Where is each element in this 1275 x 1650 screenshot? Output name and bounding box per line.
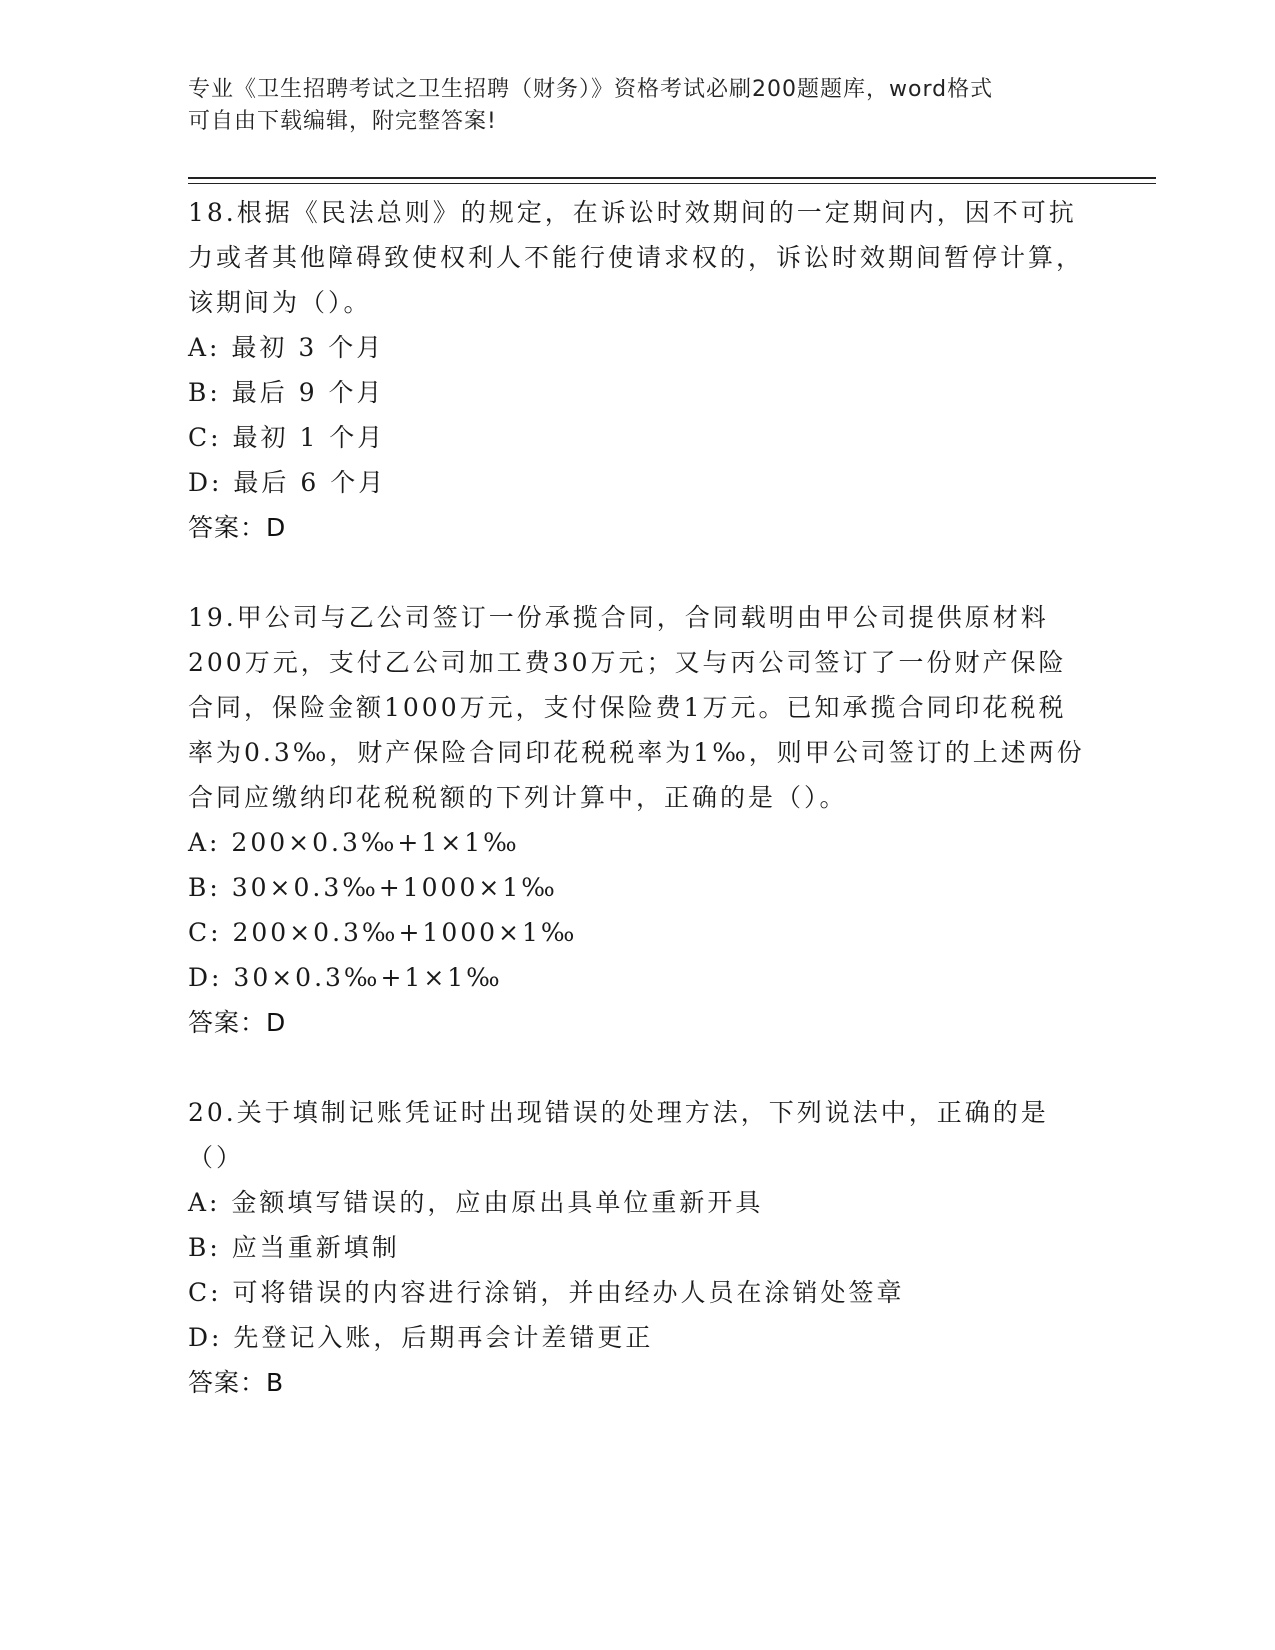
- option-b: B: 应当重新填制: [188, 1233, 400, 1262]
- option-c: C: 可将错误的内容进行涂销，并由经办人员在涂销处签章: [188, 1278, 905, 1307]
- answer: 答案：D: [188, 513, 287, 542]
- option-b: B: 30×0.3‰+1000×1‰: [188, 873, 558, 902]
- option-d: D: 30×0.3‰+1×1‰: [188, 963, 503, 992]
- question-text: 20.关于填制记账凭证时出现错误的处理方法，下列说法中，正确的是（）: [188, 1098, 1049, 1172]
- option-a: A: 金额填写错误的，应由原出具单位重新开具: [188, 1188, 764, 1217]
- header-rule-thin: [188, 183, 1156, 184]
- answer: 答案：B: [188, 1368, 285, 1397]
- question-20: [188, 1090, 1088, 1405]
- spacer: [188, 1045, 1088, 1090]
- question-19: [188, 595, 1088, 1045]
- option-c: C: 200×0.3‰+1000×1‰: [188, 918, 578, 947]
- header-line-2: 可自由下载编辑，附完整答案!: [188, 109, 497, 134]
- option-b: B: 最后 9 个月: [188, 378, 385, 407]
- option-a: A: 最初 3 个月: [188, 333, 385, 362]
- question-18: [188, 190, 1088, 550]
- option-c: C: 最初 1 个月: [188, 423, 386, 452]
- header-rule-thick: [188, 177, 1156, 179]
- question-list: [188, 190, 1088, 1405]
- document-header: [188, 74, 1088, 138]
- question-text: 18.根据《民法总则》的规定，在诉讼时效期间的一定期间内，因不可抗力或者其他障碍致使权利人不能行使请求权的，诉讼时效期间暂停计算，该期间为（）。: [188, 198, 1085, 317]
- option-d: D: 最后 6 个月: [188, 468, 387, 497]
- answer: 答案：D: [188, 1008, 287, 1037]
- option-a: A: 200×0.3‰+1×1‰: [188, 828, 520, 857]
- question-text: 19.甲公司与乙公司签订一份承揽合同，合同载明由甲公司提供原材料200万元，支付乙公司加工费30万元；又与丙公司签订了一份财产保险合同，保险金额1000万元，支付保险费1万元。已知承揽合同印花税税率为0.3‰，财产保险合同印花税税率为1‰，则甲公司签订的上述两份合同应缴纳印花税税额的下列计算中，正确的是（）。: [188, 603, 1085, 812]
- header-line-1: 专业《卫生招聘考试之卫生招聘（财务）》资格考试必刷200题题库，word格式: [188, 77, 994, 102]
- spacer: [188, 550, 1088, 595]
- option-d: D: 先登记入账，后期再会计差错更正: [188, 1323, 654, 1352]
